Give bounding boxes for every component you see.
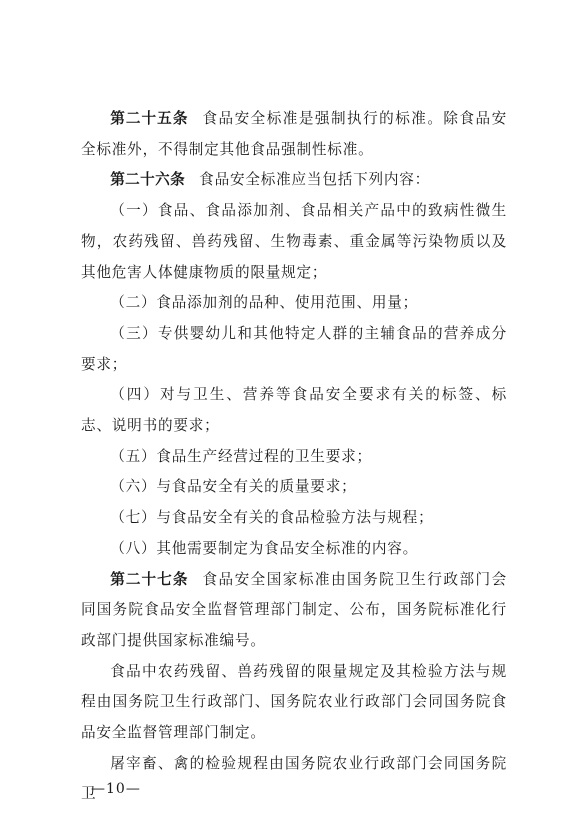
article-27-paragraph [81,565,507,657]
paragraph-text: （一）食品、食品添加剂、食品相关产品中的致病性微生物，农药残留、兽药残留、生物毒素、重金属等污染物质以及其他危害人体健康物质的限量规定； [81,202,507,281]
paragraph-text: （八）其他需要制定为食品安全标准的内容。 [110,539,419,557]
paragraph-text: （五）食品生产经营过程的卫生要求； [110,447,372,465]
list-item-1 [81,196,507,288]
list-item-3 [81,319,507,380]
article-number: 第二十七条 [110,570,189,588]
paragraph-text: 食品中农药残留、兽药残留的限量规定及其检验方法与规程由国务院卫生行政部门、国务院农业行政部门会同国务院食品安全监督管理部门制定。 [81,662,507,742]
paragraph-text: （二）食品添加剂的品种、使用范围、用量； [110,294,419,312]
article-27-continuation-2 [81,749,507,810]
paragraph-text: 食品安全标准应当包括下列内容： [199,171,431,189]
article-number: 第二十五条 [110,110,189,127]
list-item-8 [81,534,507,565]
list-item-5 [81,442,507,473]
paragraph-text: （三）专供婴幼儿和其他特定人群的主辅食品的营养成分要求； [81,324,507,373]
paragraph-text: 食品安全标准是强制执行的标准。除食品安全标准外，不得制定其他食品强制性标准。 [81,110,507,158]
paragraph-text: 屠宰畜、禽的检验规程由国务院农业行政部门会同国务院卫 [81,754,507,803]
page-number: —10— [91,781,141,797]
paragraph-text: （四）对与卫生、营养等食品安全要求有关的标签、标志、说明书的要求； [81,386,507,435]
article-27-continuation-1 [81,657,507,749]
list-item-7 [81,503,507,534]
article-25-paragraph [81,104,507,165]
list-item-2 [81,288,507,319]
paragraph-text: 食品安全国家标准由国务院卫生行政部门会同国务院食品安全监督管理部门制定、公布，国务院标准化行政部门提供国家标准编号。 [81,570,507,649]
body-text [81,104,507,810]
paragraph-text: （七）与食品安全有关的食品检验方法与规程； [110,509,434,527]
list-item-4 [81,380,507,441]
article-number: 第二十六条 [110,171,186,189]
paragraph-text: （六）与食品安全有关的质量要求； [110,478,357,496]
list-item-6 [81,472,507,503]
article-26-paragraph [81,165,507,196]
